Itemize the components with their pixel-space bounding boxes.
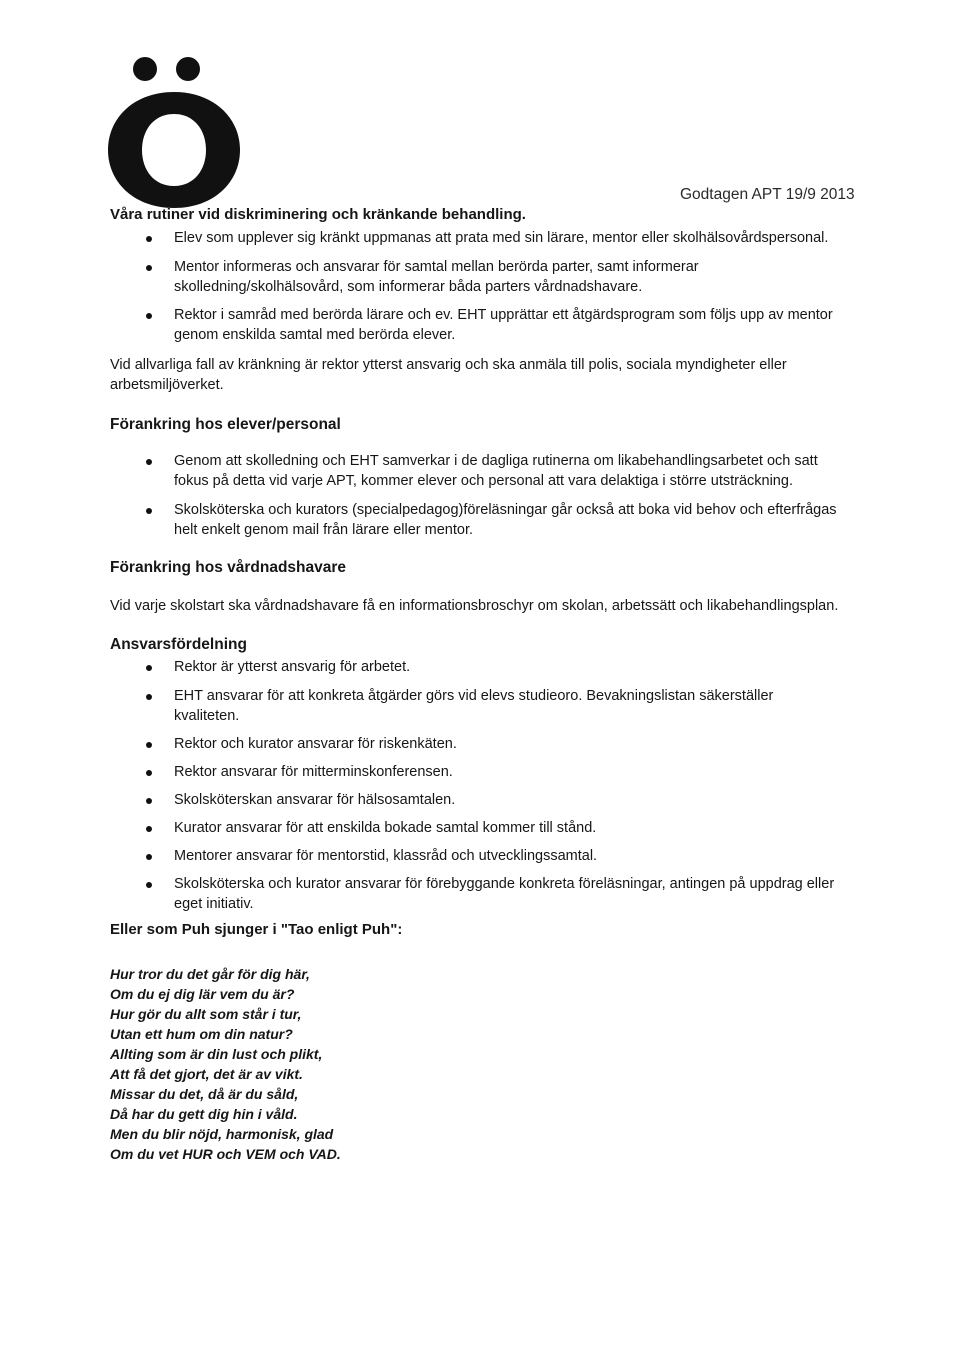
responsibilities-list bbox=[110, 657, 840, 914]
paragraph-severe-cases: Vid allvarliga fall av kränkning är rektor ytterst ansvarig och ska anmäla till polis, sociala myndigheter eller arbetsmiljöverket. bbox=[110, 357, 787, 393]
poem-line: Hur gör du allt som står i tur, bbox=[110, 1006, 302, 1022]
approval-note: Godtagen APT 19/9 2013 bbox=[680, 186, 855, 203]
list-item: Rektor är ytterst ansvarig för arbetet. bbox=[110, 657, 840, 677]
quote-intro: Eller som Puh sjunger i "Tao enligt Puh": bbox=[110, 921, 403, 938]
list-item: Skolsköterska och kurators (specialpedagog)föreläsningar går också att boka vid behov och efterfrågas helt enkelt genom mail från lärare eller mentor. bbox=[110, 500, 840, 540]
list-item: EHT ansvarar för att konkreta åtgärder görs vid elevs studieoro. Bevakningslistan säkerställer kvaliteten. bbox=[110, 686, 840, 726]
list-item: Rektor och kurator ansvarar för riskenkäten. bbox=[110, 734, 840, 754]
paragraph-guardians: Vid varje skolstart ska vårdnadshavare få en informationsbroschyr om skolan, arbetssätt och likabehandlingsplan. bbox=[110, 598, 839, 614]
logo-dot-right bbox=[176, 57, 200, 81]
list-item: Mentorer ansvarar för mentorstid, klassråd och utvecklingssamtal. bbox=[110, 846, 840, 866]
list-item: Rektor i samråd med berörda lärare och ev. EHT upprättar ett åtgärdsprogram som följs upp av mentor genom enskilda samtal med berörda elever. bbox=[110, 305, 840, 345]
poem-line: Men du blir nöjd, harmonisk, glad bbox=[110, 1126, 334, 1142]
routines-list bbox=[110, 228, 840, 345]
poem-line: Då har du gett dig hin i våld. bbox=[110, 1106, 298, 1122]
poem-line: Hur tror du det går för dig här, bbox=[110, 966, 310, 982]
poem-line: Allting som är din lust och plikt, bbox=[110, 1046, 323, 1062]
list-item: Skolsköterska och kurator ansvarar för förebyggande konkreta föreläsningar, antingen på uppdrag eller eget initiativ. bbox=[110, 874, 840, 914]
logo-ring bbox=[108, 92, 240, 208]
list-item: Skolsköterskan ansvarar för hälsosamtalen. bbox=[110, 790, 840, 810]
poem bbox=[110, 964, 840, 1164]
heading-routines: Våra rutiner vid diskriminering och kränkande behandling. bbox=[110, 206, 526, 223]
poem-line: Att få det gjort, det är av vikt. bbox=[110, 1066, 303, 1082]
heading-guardians: Förankring hos vårdnadshavare bbox=[110, 559, 347, 576]
list-item: Mentor informeras och ansvarar för samtal mellan berörda parter, samt informerar skolledning/skolhälsovård, som informerar båda parters vårdnadshavare. bbox=[110, 257, 840, 297]
list-item: Rektor ansvarar för mitterminskonferensen. bbox=[110, 762, 840, 782]
list-item: Genom att skolledning och EHT samverkar i de dagliga rutinerna om likabehandlingsarbetet och satt fokus på detta vid varje APT, kommer elever och personal att vara delaktiga i större utsträckning. bbox=[110, 451, 840, 491]
poem-line: Om du ej dig lär vem du är? bbox=[110, 986, 295, 1002]
list-item: Kurator ansvarar för att enskilda bokade samtal kommer till stånd. bbox=[110, 818, 840, 838]
students-staff-list bbox=[110, 451, 840, 540]
poem-line: Utan ett hum om din natur? bbox=[110, 1026, 293, 1042]
poem-line: Missar du det, då är du såld, bbox=[110, 1086, 299, 1102]
list-item: Elev som upplever sig kränkt uppmanas att prata med sin lärare, mentor eller skolhälsovårdspersonal. bbox=[110, 228, 840, 248]
heading-responsibilities: Ansvarsfördelning bbox=[110, 636, 247, 653]
poem-line: Om du vet HUR och VEM och VAD. bbox=[110, 1146, 341, 1162]
document-body bbox=[110, 205, 840, 1164]
school-logo bbox=[108, 48, 240, 208]
heading-students-staff: Förankring hos elever/personal bbox=[110, 416, 341, 433]
logo-dot-left bbox=[133, 57, 157, 81]
